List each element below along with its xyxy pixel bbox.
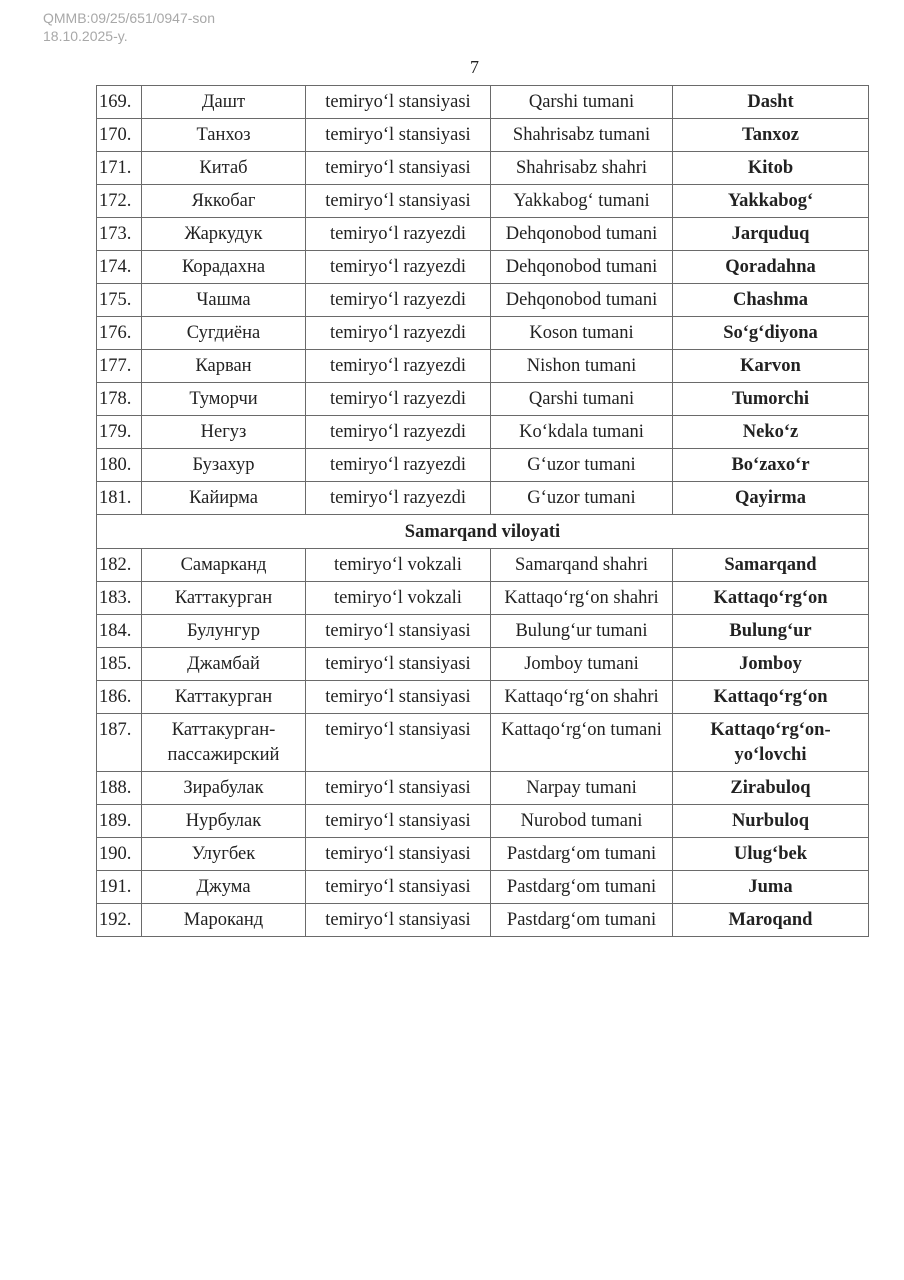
row-number: 170. [97,119,142,152]
uzbek-name: Tumorchi [673,383,869,416]
row-number: 190. [97,838,142,871]
row-number: 178. [97,383,142,416]
row-number: 176. [97,317,142,350]
district: Qarshi tumani [491,383,673,416]
object-type: temiryo‘l razyezdi [306,218,491,251]
table-row [97,218,869,251]
object-type: temiryo‘l razyezdi [306,383,491,416]
uzbek-name: Neko‘z [673,416,869,449]
object-type: temiryo‘l stansiyasi [306,838,491,871]
uzbek-name: Dasht [673,86,869,119]
object-type: temiryo‘l stansiyasi [306,805,491,838]
russian-name: Бузахур [142,449,306,482]
stations-table-body-part1 [97,86,869,515]
russian-name: Улугбек [142,838,306,871]
russian-name: Самарканд [142,549,306,582]
object-type: temiryo‘l stansiyasi [306,714,491,772]
table-row [97,152,869,185]
row-number: 169. [97,86,142,119]
registration-number: QMMB:09/25/651/0947-son [43,10,215,26]
district: Yakkabog‘ tumani [491,185,673,218]
uzbek-name: So‘g‘diyona [673,317,869,350]
district: Dehqonobod tumani [491,251,673,284]
russian-name: Корадахна [142,251,306,284]
russian-name: Танхоз [142,119,306,152]
table-row [97,772,869,805]
object-type: temiryo‘l vokzali [306,582,491,615]
table-row [97,871,869,904]
row-number: 186. [97,681,142,714]
uzbek-name: Kitob [673,152,869,185]
district: Pastdarg‘om tumani [491,838,673,871]
russian-name: Жаркудук [142,218,306,251]
object-type: temiryo‘l razyezdi [306,251,491,284]
object-type: temiryo‘l stansiyasi [306,615,491,648]
uzbek-name: Chashma [673,284,869,317]
object-type: temiryo‘l razyezdi [306,416,491,449]
uzbek-name: Ulug‘bek [673,838,869,871]
table-row [97,648,869,681]
district: Ko‘kdala tumani [491,416,673,449]
table-row [97,185,869,218]
russian-name: Нурбулак [142,805,306,838]
table-row [97,119,869,152]
object-type: temiryo‘l razyezdi [306,482,491,515]
table-row [97,549,869,582]
district: Pastdarg‘om tumani [491,871,673,904]
table-row [97,681,869,714]
russian-name: Яккобаг [142,185,306,218]
district: Dehqonobod tumani [491,284,673,317]
object-type: temiryo‘l razyezdi [306,449,491,482]
district: Koson tumani [491,317,673,350]
uzbek-name: Jarquduq [673,218,869,251]
uzbek-name: Juma [673,871,869,904]
registration-date: 18.10.2025-y. [43,28,128,44]
table-row [97,838,869,871]
page-number: 7 [470,57,479,77]
district: Shahrisabz tumani [491,119,673,152]
uzbek-name: Kattaqo‘rg‘on [673,582,869,615]
russian-name: Каттакурган [142,582,306,615]
table-row [97,582,869,615]
stations-table-body-part2 [97,549,869,937]
table-row [97,714,869,772]
row-number: 188. [97,772,142,805]
uzbek-name: Bulung‘ur [673,615,869,648]
russian-name: Каттакурган [142,681,306,714]
russian-name: Джума [142,871,306,904]
row-number: 181. [97,482,142,515]
registration-stamp [43,9,215,45]
table-row [97,904,869,937]
object-type: temiryo‘l stansiyasi [306,185,491,218]
uzbek-name: Tanxoz [673,119,869,152]
district: G‘uzor tumani [491,449,673,482]
russian-name: Чашма [142,284,306,317]
uzbek-name: Bo‘zaxo‘r [673,449,869,482]
table-row [97,251,869,284]
row-number: 179. [97,416,142,449]
object-type: temiryo‘l stansiyasi [306,904,491,937]
table-row [97,416,869,449]
table-row [97,86,869,119]
district: Jomboy tumani [491,648,673,681]
table-row [97,615,869,648]
object-type: temiryo‘l stansiyasi [306,648,491,681]
object-type: temiryo‘l razyezdi [306,350,491,383]
row-number: 184. [97,615,142,648]
object-type: temiryo‘l stansiyasi [306,119,491,152]
row-number: 172. [97,185,142,218]
region-heading-row [97,515,869,549]
row-number: 185. [97,648,142,681]
russian-name: Туморчи [142,383,306,416]
row-number: 187. [97,714,142,772]
district: Pastdarg‘om tumani [491,904,673,937]
object-type: temiryo‘l stansiyasi [306,772,491,805]
row-number: 171. [97,152,142,185]
russian-name: Сугдиёна [142,317,306,350]
stations-table [96,85,869,937]
row-number: 175. [97,284,142,317]
table-row [97,449,869,482]
uzbek-name: Qayirma [673,482,869,515]
uzbek-name: Maroqand [673,904,869,937]
russian-name: Карван [142,350,306,383]
row-number: 174. [97,251,142,284]
uzbek-name: Kattaqo‘rg‘on [673,681,869,714]
uzbek-name: Kattaqo‘rg‘on-yo‘lovchi [673,714,869,772]
row-number: 180. [97,449,142,482]
row-number: 189. [97,805,142,838]
district: Narpay tumani [491,772,673,805]
russian-name: Китаб [142,152,306,185]
district: Qarshi tumani [491,86,673,119]
district: Kattaqo‘rg‘on tumani [491,714,673,772]
row-number: 182. [97,549,142,582]
table-row [97,383,869,416]
district: Dehqonobod tumani [491,218,673,251]
row-number: 177. [97,350,142,383]
district: Nishon tumani [491,350,673,383]
russian-name: Джамбай [142,648,306,681]
russian-name: Дашт [142,86,306,119]
russian-name: Каттакурган-пассажирский [142,714,306,772]
district: Kattaqo‘rg‘on shahri [491,681,673,714]
row-number: 183. [97,582,142,615]
uzbek-name: Qoradahna [673,251,869,284]
russian-name: Негуз [142,416,306,449]
object-type: temiryo‘l stansiyasi [306,681,491,714]
district: Shahrisabz shahri [491,152,673,185]
uzbek-name: Zirabuloq [673,772,869,805]
uzbek-name: Jomboy [673,648,869,681]
region-heading: Samarqand viloyati [97,515,869,549]
table-row [97,350,869,383]
object-type: temiryo‘l stansiyasi [306,86,491,119]
object-type: temiryo‘l stansiyasi [306,871,491,904]
uzbek-name: Nurbuloq [673,805,869,838]
object-type: temiryo‘l vokzali [306,549,491,582]
object-type: temiryo‘l stansiyasi [306,152,491,185]
district: G‘uzor tumani [491,482,673,515]
table-row [97,317,869,350]
object-type: temiryo‘l razyezdi [306,284,491,317]
district: Kattaqo‘rg‘on shahri [491,582,673,615]
row-number: 173. [97,218,142,251]
russian-name: Кайирма [142,482,306,515]
row-number: 191. [97,871,142,904]
table-row [97,805,869,838]
row-number: 192. [97,904,142,937]
russian-name: Булунгур [142,615,306,648]
table-row [97,482,869,515]
table-row [97,284,869,317]
russian-name: Зирабулак [142,772,306,805]
district: Nurobod tumani [491,805,673,838]
uzbek-name: Samarqand [673,549,869,582]
object-type: temiryo‘l razyezdi [306,317,491,350]
region-section [97,515,869,549]
district: Samarqand shahri [491,549,673,582]
uzbek-name: Yakkabog‘ [673,185,869,218]
district: Bulung‘ur tumani [491,615,673,648]
russian-name: Мароканд [142,904,306,937]
uzbek-name: Karvon [673,350,869,383]
